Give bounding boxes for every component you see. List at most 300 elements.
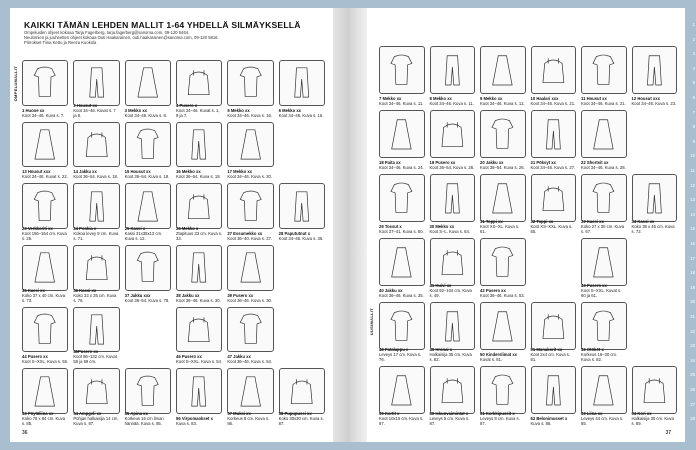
right-pattern-item[interactable] [581, 302, 627, 362]
section-label-sewing: OMPELUMALLIT [13, 66, 18, 102]
garment-sketch-icon [125, 183, 171, 229]
pattern-description: Leveys 5 cm. Kuva s. 87. [429, 416, 470, 426]
pattern-title: 58 Pupupussi xx [278, 410, 312, 416]
left-pattern-item[interactable] [279, 368, 325, 426]
garment-sketch-icon [379, 110, 425, 158]
pattern-description: Koot 34–46. Kuva s. 36. [278, 235, 324, 241]
pattern-description: Koko 76 x 84 cm. Kuva s. 85. [22, 415, 66, 426]
pattern-caption [73, 288, 119, 303]
left-pattern-item[interactable] [125, 60, 171, 118]
right-pattern-item[interactable] [581, 366, 627, 426]
right-pattern-item[interactable] [430, 302, 476, 362]
garment-sketch-icon [430, 366, 476, 414]
pattern-caption [430, 96, 476, 106]
pattern-description: Koot 10x15 cm. Kuva s. 87. [379, 416, 424, 426]
right-pattern-item[interactable] [531, 302, 577, 362]
pattern-description: Koko 33 x 35 cm. Kuva s. 76. [73, 292, 117, 303]
right-pattern-item[interactable] [379, 174, 425, 234]
left-pattern-item[interactable] [73, 60, 119, 118]
pattern-caption [227, 354, 273, 364]
pattern-title: 49 Hronai x [429, 347, 453, 352]
header-line-1: Ompeluiden ohjeet kokoaa Tarja Fagerberg, tarja.fagerberg@sanoma.com, 09-120 5464. [24, 30, 190, 35]
pattern-title: 37 Jakku xxx [124, 292, 151, 298]
pattern-title: 12 Housut xxx [631, 96, 660, 101]
pattern-caption [581, 283, 627, 298]
pattern-caption [125, 411, 171, 426]
left-pattern-item[interactable] [22, 122, 68, 180]
pattern-title: 18 Paita xx [379, 160, 401, 165]
pattern-description: Halkaisija 35 cm. Kuva s. 82. [429, 352, 472, 362]
garment-sketch-icon [379, 238, 425, 286]
right-pattern-item[interactable] [480, 110, 526, 170]
garment-sketch-icon [73, 368, 119, 414]
pattern-title: 43 Pusero xx [581, 283, 607, 288]
pattern-title: 32 Toppi xx [530, 219, 554, 224]
header-line-3: Piirrokset Tiina Kettu ja Reeza Kuokola [24, 40, 97, 46]
pattern-title: 11 Housut xx [581, 96, 607, 101]
pattern-title: 54 Ampgeli xx [73, 410, 102, 416]
ruler-number: 18 [690, 270, 695, 276]
right-pattern-item[interactable] [379, 238, 425, 298]
left-pattern-item[interactable] [125, 307, 171, 365]
garment-sketch-icon [581, 174, 627, 222]
pattern-caption [531, 416, 577, 426]
garment-sketch-icon [430, 174, 476, 222]
pattern-title: 25 Kassi x [124, 225, 146, 231]
right-pattern-item[interactable] [430, 110, 476, 170]
left-pattern-item[interactable] [22, 368, 68, 426]
left-pattern-item[interactable] [125, 122, 171, 180]
garment-sketch-icon [480, 238, 526, 286]
garment-sketch-icon [379, 366, 425, 414]
ruler-number: 5 [692, 80, 695, 86]
pattern-title: 39 Pusero xx [227, 292, 254, 298]
pattern-title: 23 Verkkoriti xx [22, 225, 53, 231]
pattern-title: 24 Ponkia x [73, 225, 97, 231]
garment-sketch-icon [125, 368, 171, 414]
pattern-caption [176, 416, 222, 426]
right-pattern-item[interactable] [632, 46, 678, 106]
garment-sketch-icon [379, 302, 425, 350]
right-pattern-item[interactable] [379, 366, 425, 426]
pattern-caption [125, 169, 171, 179]
pattern-caption [176, 169, 222, 179]
ruler-number: 12 [690, 182, 695, 188]
garment-sketch-icon [632, 366, 678, 414]
pattern-caption [430, 411, 476, 426]
right-pattern-item[interactable] [430, 238, 476, 298]
pattern-title: 46 Pusero xx [176, 354, 202, 360]
garment-sketch-icon [22, 60, 68, 106]
pattern-caption [73, 349, 119, 364]
pattern-description: Korkeus 8 cm. Kuva s. 86. [227, 415, 270, 426]
pattern-description: Pohjan halkaisija 14 cm. Kuva s. 87. [73, 415, 119, 426]
right-pattern-item[interactable] [531, 174, 577, 234]
ruler-number: 14 [690, 211, 695, 217]
pattern-description: Koot S–XXL. Kuva s. 56. [22, 359, 69, 365]
pattern-description: Koko 37 x 40 cm. Kuva s. 73. [22, 292, 66, 303]
pattern-description: Kokoa levey 9 cm. Kuva s. 71. [73, 230, 119, 241]
left-pattern-item[interactable] [73, 122, 119, 180]
pattern-title: 1 Huone xx [22, 107, 45, 113]
pattern-title: 14 Jakku xx [73, 169, 97, 175]
pattern-caption [227, 169, 273, 179]
garment-sketch-icon [279, 60, 325, 106]
garment-sketch-icon [379, 46, 425, 94]
garment-sketch-icon [73, 183, 119, 229]
pattern-caption [125, 293, 171, 303]
right-pattern-item[interactable] [531, 110, 577, 170]
pattern-caption [632, 219, 678, 234]
pattern-caption [379, 411, 425, 426]
pattern-title: 28 Papututnut x [278, 230, 311, 236]
garment-sketch-icon [227, 122, 273, 168]
left-pattern-item[interactable] [227, 60, 273, 118]
pattern-title: 61 Korkkipussit x [480, 411, 515, 416]
garment-sketch-icon [279, 183, 325, 229]
page-title: KAIKKI TÄMÄN LEHDEN MALLIT 1-64 YHDELLÄ SILMÄYKSELLÄ [24, 20, 301, 30]
left-pattern-item[interactable] [176, 307, 222, 365]
garment-sketch-icon [227, 60, 273, 106]
pattern-description: Koot S–XXL. Kuvat s. 60 ja 61. [581, 288, 622, 298]
pattern-caption [22, 411, 68, 426]
ruler-number: 20 [690, 299, 695, 305]
garment-sketch-icon [531, 302, 577, 350]
pattern-caption [531, 293, 577, 298]
garment-sketch-icon [430, 110, 476, 158]
pattern-title: 2 Housut xx [73, 102, 98, 108]
garment-sketch-icon [176, 245, 222, 291]
pattern-title: 10 Haalari xxx [530, 96, 559, 101]
garment-sketch-icon [22, 245, 68, 291]
left-pattern-item[interactable] [73, 368, 119, 426]
pattern-title: 15 Housut xx [124, 169, 151, 175]
garment-sketch-icon [430, 46, 476, 94]
garment-sketch-icon [176, 307, 222, 353]
pattern-title: 29 Tossut x [379, 224, 402, 229]
left-pattern-item[interactable] [227, 122, 273, 180]
pattern-title: 34 Kassi xx [631, 219, 655, 224]
pattern-title: 35 Kassi xx [22, 287, 45, 293]
right-pattern-item[interactable] [581, 174, 627, 234]
right-pattern-item[interactable] [430, 174, 476, 234]
pattern-caption [581, 411, 627, 426]
pattern-caption [480, 288, 526, 298]
pattern-caption [73, 226, 119, 241]
pattern-description: Koot 34–46. Kuva s. 24. [379, 165, 424, 170]
pattern-title: 36 Kassi xx [73, 287, 97, 293]
pattern-caption [279, 359, 325, 364]
left-pattern-item[interactable] [176, 368, 222, 426]
pattern-description: Koot 36–54. Kuva s. 26. [429, 165, 475, 170]
pattern-title: 31 Toppi xx [480, 219, 503, 224]
pattern-title: 26 Mekko x [176, 225, 199, 231]
catalog-header [24, 20, 324, 46]
pattern-caption [125, 226, 171, 241]
right-pattern-item[interactable] [430, 366, 476, 426]
pattern-caption [227, 231, 273, 241]
left-pattern-item[interactable] [227, 183, 273, 241]
garment-sketch-icon [227, 307, 273, 353]
pattern-title: 52 Otököt x [581, 347, 604, 352]
garment-sketch-icon [632, 174, 678, 222]
left-page [10, 8, 333, 442]
garment-sketch-icon [531, 174, 577, 222]
pattern-description: Koot 36–46. Kuva s. 30. [176, 297, 221, 303]
left-pattern-item[interactable] [279, 307, 325, 365]
pattern-caption [227, 411, 273, 426]
pattern-description: Koot 34–46. Kuva s. 21. [581, 101, 626, 106]
page-number-right: 37 [665, 430, 671, 436]
garment-sketch-icon [125, 122, 171, 168]
pattern-caption [379, 96, 425, 106]
garment-sketch-icon [430, 238, 476, 286]
garment-sketch-icon [531, 46, 577, 94]
section-label-crafts: UUSIMALLIT [369, 308, 374, 336]
left-pattern-item[interactable] [176, 183, 222, 241]
right-pattern-item[interactable] [379, 46, 425, 106]
left-pattern-item[interactable] [73, 183, 119, 241]
garment-sketch-icon [176, 60, 222, 106]
pattern-caption [379, 160, 425, 170]
pattern-caption [581, 219, 627, 234]
pattern-caption [379, 288, 425, 298]
pattern-title: 59 Kortit x [379, 411, 400, 416]
pattern-description: Koot 36–46. Kuva s. 54. [227, 359, 273, 365]
garment-sketch-icon [227, 245, 273, 291]
pattern-title: 45Pusero xx [73, 349, 99, 355]
pattern-title: 44 Pusero xx [22, 354, 48, 360]
pattern-title: 56 Virpomaokset x [176, 415, 213, 421]
pattern-caption [632, 411, 678, 426]
left-pattern-item[interactable] [279, 60, 325, 118]
pattern-caption [632, 357, 678, 362]
pattern-caption [279, 298, 325, 303]
garment-sketch-icon [279, 368, 325, 414]
ruler-number: 24 [690, 357, 695, 363]
right-pattern-item[interactable] [632, 110, 678, 170]
left-pattern-item[interactable] [176, 60, 222, 118]
pattern-caption [430, 224, 476, 234]
left-pattern-item[interactable] [227, 307, 273, 365]
left-pattern-item[interactable] [227, 368, 273, 426]
garment-sketch-icon [73, 307, 119, 353]
pattern-description: Koot 36–40. Kuva s. 27. [227, 235, 273, 241]
pattern-caption [176, 103, 222, 118]
pattern-caption [227, 108, 273, 118]
right-pattern-item[interactable] [531, 46, 577, 106]
pattern-caption [430, 160, 476, 170]
pattern-title: 33 Kassi xx [581, 219, 604, 224]
pattern-title: 6 Mekko xx [278, 107, 302, 113]
pattern-caption [279, 231, 325, 241]
pattern-caption [176, 226, 222, 241]
garment-sketch-icon [22, 122, 68, 168]
pattern-title: 57 Muksi xx [227, 410, 251, 416]
pattern-description: Koot 34–46. Kuva s. 23. [631, 101, 677, 106]
ruler-number: 6 [692, 95, 695, 100]
garment-sketch-icon [73, 245, 119, 291]
right-pattern-item[interactable] [632, 174, 678, 234]
pattern-title: 42 Pusero xx [480, 288, 506, 293]
right-pattern-item[interactable] [531, 238, 577, 298]
pattern-caption [22, 288, 68, 303]
left-pattern-item[interactable] [125, 368, 171, 426]
garment-sketch-icon [581, 366, 627, 414]
pattern-caption [632, 293, 678, 298]
pattern-description: Kassi 31x38x13 cm. Kuva s. 12. [124, 230, 163, 241]
pattern-description: Leveys 17 cm. Kuva s. 76. [379, 352, 422, 362]
right-pattern-item[interactable] [632, 366, 678, 426]
pattern-description: Koot 34–46. Kuva s. 16. [227, 112, 273, 118]
garment-sketch-icon [379, 174, 425, 222]
right-pattern-item[interactable] [480, 46, 526, 106]
right-pattern-item[interactable] [581, 110, 627, 170]
garment-sketch-icon [632, 46, 678, 94]
pattern-caption [632, 165, 678, 170]
pattern-description: Halkaisija 30 cm. Kuva s. 89. [631, 416, 674, 426]
pattern-caption [22, 108, 68, 118]
right-pattern-item[interactable] [632, 238, 678, 298]
pattern-title: 5 Mekko xx [227, 107, 250, 113]
pattern-description: Kuvat s. 81. [480, 357, 503, 362]
right-pattern-item[interactable] [430, 46, 476, 106]
left-pattern-item[interactable] [279, 245, 325, 303]
garment-sketch-icon [480, 366, 526, 414]
pattern-description: Koot 34–46. Kuva s. 16. [278, 112, 324, 118]
pattern-caption [480, 219, 526, 234]
ruler-number: 2 [692, 36, 695, 42]
right-pattern-item[interactable] [581, 46, 627, 106]
left-pattern-item[interactable] [125, 245, 171, 303]
left-pattern-item[interactable] [22, 60, 68, 118]
left-pattern-item[interactable] [176, 122, 222, 180]
pattern-description: Leveys 44 cm. Kuva s. 85. [581, 416, 624, 426]
left-pattern-item[interactable] [73, 307, 119, 365]
pattern-caption [430, 347, 476, 362]
pattern-caption [73, 169, 119, 179]
pattern-title: 51 Munakorit xx [530, 347, 563, 352]
pattern-title: 20 Jakku xx [480, 160, 504, 165]
ruler-number: 22 [690, 328, 695, 334]
pattern-caption [22, 354, 68, 364]
left-pattern-item[interactable] [227, 245, 273, 303]
garment-sketch-icon [480, 110, 526, 158]
pattern-description: Koot 34–46. Kuva s. 28. [581, 165, 626, 170]
left-pattern-item[interactable] [22, 245, 68, 303]
right-pattern-item[interactable] [581, 238, 627, 298]
pattern-description: Koot 34–46. Kuva s. 11. [429, 101, 474, 106]
pattern-description: Koot 92–104 cm. Kuva s. 49. [429, 288, 472, 298]
ruler-number: 27 [690, 401, 695, 407]
left-pattern-item[interactable] [125, 183, 171, 241]
right-pattern-item[interactable] [480, 302, 526, 362]
ruler-number: 4 [692, 65, 695, 71]
pattern-title: 62 Belonimusset x [530, 416, 568, 421]
pattern-title: 21 Pöksyt xx [530, 160, 556, 165]
garment-sketch-icon [531, 110, 577, 158]
ruler-number: 15 [690, 226, 695, 232]
garment-sketch-icon [22, 368, 68, 414]
pattern-description: Koot 156–164 cm. Kuva s. 26. [22, 230, 67, 241]
pattern-caption [531, 96, 577, 106]
pattern-description: Kuva s. 83. [176, 420, 197, 426]
right-pattern-item[interactable] [632, 302, 678, 362]
pattern-description: Koot 34–46. Kuva s. 7. [22, 112, 65, 118]
ruler-number: 26 [690, 387, 695, 392]
pattern-caption [73, 103, 119, 118]
pattern-title: 8 Mekko xx [429, 96, 452, 101]
garment-sketch-icon [227, 183, 273, 229]
left-pattern-item[interactable] [22, 183, 68, 241]
pattern-description: Koot XS–XL. Kuva s. 61. [480, 224, 520, 234]
right-pattern-item[interactable] [379, 302, 425, 362]
left-pattern-item[interactable] [279, 122, 325, 180]
right-pattern-item[interactable] [379, 110, 425, 170]
ruler-number: 8 [692, 124, 695, 130]
pattern-description: Koot 34–46. Kuvat s. 1, 9 ja 7. [176, 107, 220, 118]
pattern-caption [531, 160, 577, 170]
pattern-caption [531, 219, 577, 234]
ruler-number: 28 [690, 416, 695, 422]
garment-sketch-icon [480, 46, 526, 94]
pattern-title: 3 Mekko xx [124, 107, 148, 113]
pattern-description: Koot 36–46. Kuva s. 30. [227, 297, 273, 303]
right-pattern-grid [377, 44, 680, 428]
pattern-description: Koot 34–46. Kuvat s. 22. [22, 174, 68, 180]
right-pattern-item[interactable] [480, 238, 526, 298]
ruler-number: 23 [690, 343, 695, 349]
pattern-caption [480, 96, 526, 106]
pattern-description: Korkeus 16 cm ilman hännää. Kuva s. 85. [124, 415, 164, 426]
ruler-number: 1 [692, 22, 695, 27]
pattern-title: 27 Essumekko xx [227, 230, 263, 236]
pattern-description: Kuva s. 88. [530, 421, 552, 426]
garment-sketch-icon [125, 60, 171, 106]
pattern-description: Koot 36–46. Kuva s. 35. [379, 293, 424, 298]
pattern-title: 13 Housut xxx [22, 169, 51, 175]
ruler-number: 7 [692, 109, 695, 115]
pattern-title: 17 Mekko xx [227, 169, 253, 175]
right-pattern-item[interactable] [531, 366, 577, 426]
ruler-number: 9 [692, 138, 695, 144]
right-pattern-item[interactable] [480, 174, 526, 234]
garment-sketch-icon [176, 183, 222, 229]
pattern-title: 4 Pusero x [176, 102, 198, 108]
header-line-2: Neulomien ja juuheetten ohjeet kokoaa Outi Haakarainen, outi.haakarainen@sanoma.com, 09-120 5816. [24, 35, 219, 41]
right-pattern-item[interactable] [480, 366, 526, 426]
ruler-number: 17 [690, 255, 695, 261]
garment-sketch-icon [176, 368, 222, 414]
pattern-description: Koot 36–46. Kuva s. 53. [480, 293, 525, 298]
pattern-caption [632, 96, 678, 106]
pattern-caption [125, 108, 171, 118]
left-pattern-item[interactable] [279, 183, 325, 241]
pattern-description: Koot 37–41. Kuva s. 60. [379, 229, 424, 234]
left-pattern-item[interactable] [73, 245, 119, 303]
left-pattern-item[interactable] [176, 245, 222, 303]
garment-sketch-icon [480, 302, 526, 350]
pattern-description: Koot 34–46. Kuva s. 21. [530, 101, 576, 106]
left-pattern-item[interactable] [22, 307, 68, 365]
pattern-description: Koot S–L. Kuva s. 64. [429, 229, 471, 234]
pattern-title: 48 Patalappu x [379, 347, 409, 352]
pattern-description: Koot 2x4 cm. Kuva s. 81. [530, 352, 571, 362]
pattern-description: Koot 36–54. Kuva s. 18. [176, 174, 221, 180]
pattern-title: 55 Apina xx [124, 410, 148, 416]
pattern-caption [227, 293, 273, 303]
garment-sketch-icon [176, 122, 222, 168]
